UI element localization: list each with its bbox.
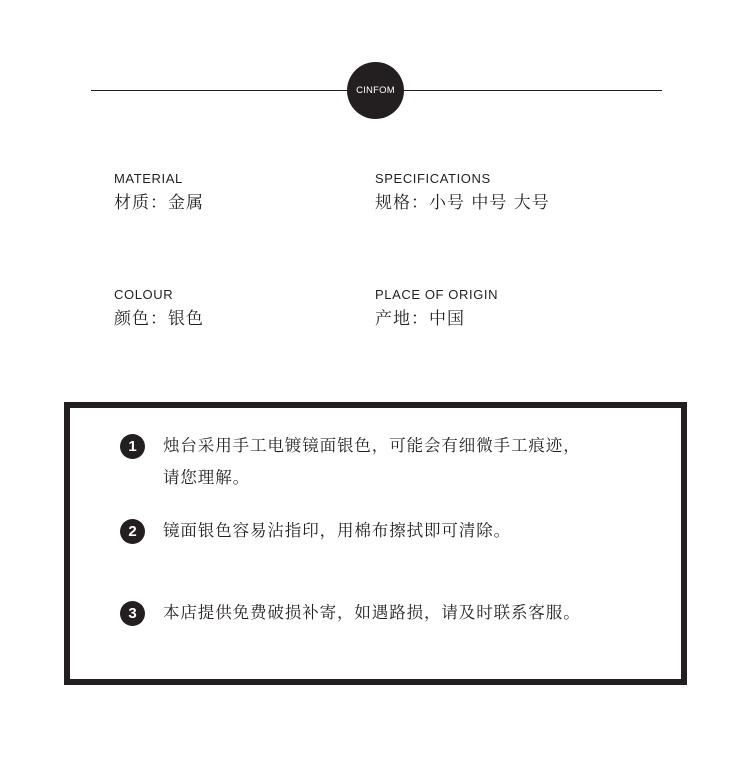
notice-box [64,402,687,685]
spec-label: PLACE OF ORIGIN [375,287,499,302]
header-divider-right [403,90,662,91]
number-badge-3: 3 [120,601,145,626]
notice-item-1 [120,433,581,494]
brand-name: CINFOM [356,85,395,96]
number-badge-2: 2 [120,519,145,544]
spec-specifications [375,171,550,214]
spec-label: COLOUR [114,287,174,302]
notice-line: 烛台采用手工电镀镜面银色，可能会有细微手工痕迹， [163,436,581,455]
spec-material [114,171,204,214]
spec-colour [114,287,204,330]
notice-text [163,597,581,629]
notice-line: 本店提供免费破损补寄，如遇路损，请及时联系客服。 [163,603,581,622]
notice-text [163,430,581,494]
spec-label: MATERIAL [114,171,183,186]
notice-line: 镜面银色容易沾指印，用棉布擦拭即可清除。 [163,521,511,540]
number-badge-1: 1 [120,434,145,459]
notice-text [163,515,511,547]
spec-value: 规格：小号 中号 大号 [375,193,550,213]
notice-item-2 [120,518,511,547]
header-divider-left [91,90,349,91]
spec-label: SPECIFICATIONS [375,171,491,186]
notice-line: 请您理解。 [163,468,250,487]
spec-value: 颜色：银色 [114,309,204,329]
spec-value: 产地：中国 [375,309,465,329]
brand-logo-badge [347,62,404,119]
spec-place-of-origin [375,287,498,330]
spec-value: 材质：金属 [114,193,204,213]
notice-item-3 [120,600,581,629]
